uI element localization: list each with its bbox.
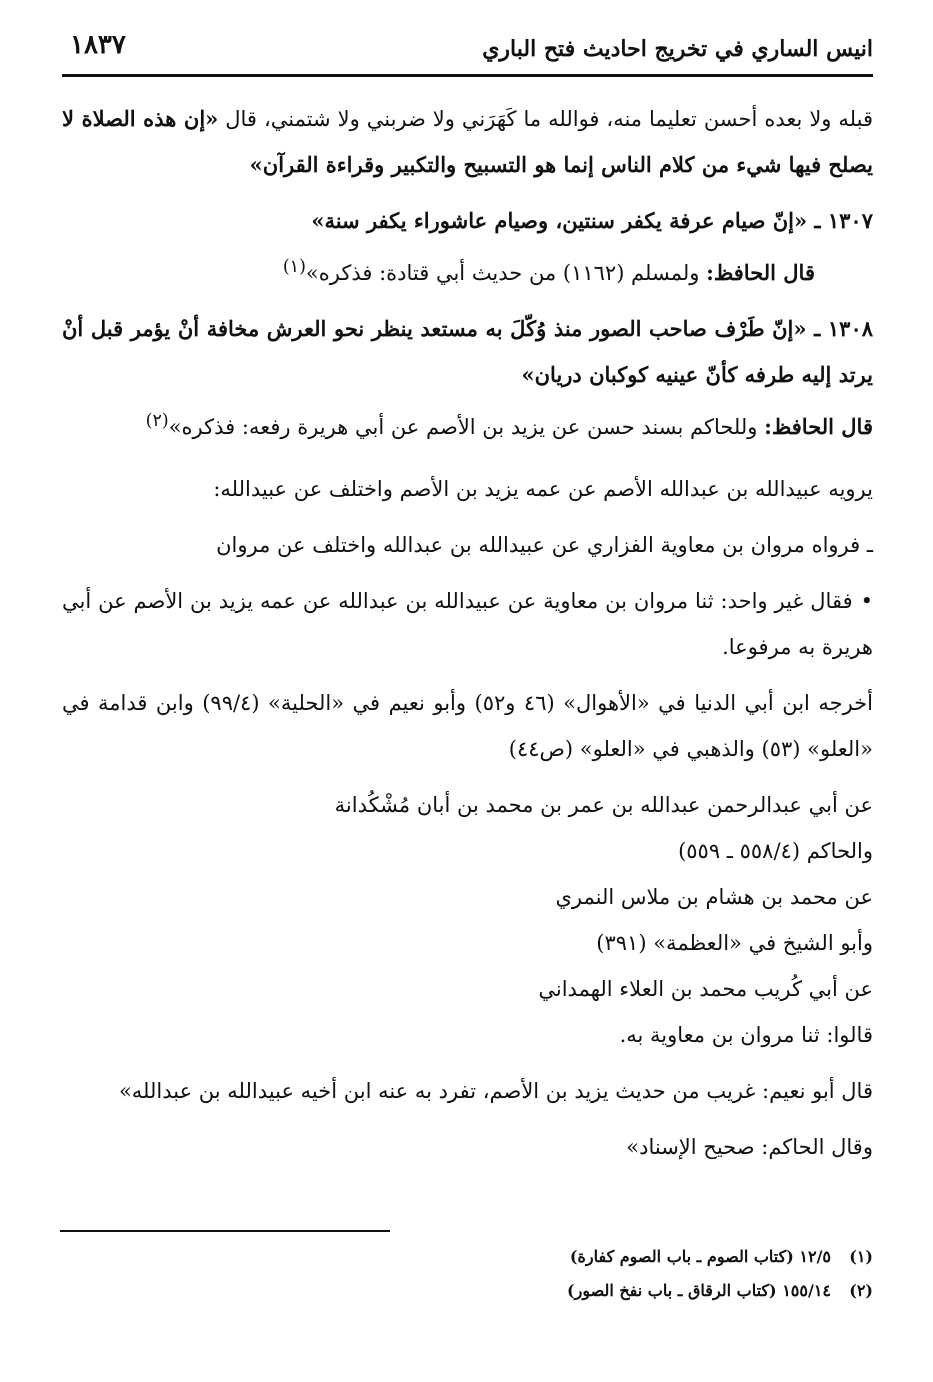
footnote-1: [62, 1240, 873, 1274]
footnote-text: ١٥٥/١٤ (كتاب الرقاق ـ باب نفخ الصور): [567, 1281, 831, 1300]
footnote-number: (١): [849, 1247, 873, 1266]
continued-text: قبله ولا بعده أحسن تعليما منه، فوالله ما كَهَرَني ولا ضربني ولا شتمني، قال: [218, 107, 874, 131]
hafiz-comment-1308: [62, 398, 873, 450]
takhrij-intro: يرويه عبيدالله بن عبدالله الأصم عن عمه يزيد بن الأصم واختلف عن عبيدالله:: [213, 477, 873, 501]
page-header: [62, 30, 873, 77]
hadith-quote: «إن هذه الصلاة لا يصلح فيها شيء من كلام الناس إنما هو التسبيح والتكبير وقراءة القرآن»: [62, 106, 873, 177]
hafiz-label: قال الحافظ:: [764, 414, 873, 439]
footnote-ref-2: (٢): [145, 411, 169, 431]
hadith-number: ١٣٠٧ ـ: [814, 208, 873, 233]
bullet-mark: •: [860, 589, 873, 613]
footnote-number: (٢): [849, 1281, 873, 1300]
footnotes: [62, 1240, 873, 1308]
narrator-line: عن محمد بن هشام بن ملاس النمري: [555, 885, 873, 909]
hafiz-comment-1307: [62, 244, 873, 296]
footnote-text: ١٢/٥ (كتاب الصوم ـ باب الصوم كفارة): [569, 1247, 831, 1266]
hakim-comment: وقال الحاكم: صحيح الإسناد»: [626, 1135, 873, 1159]
hadith-number: ١٣٠٨ ـ: [814, 316, 874, 341]
page-number: ١٨٣٧: [70, 30, 126, 60]
hadith-1307: [62, 198, 873, 244]
takhrij-branch: ـ فرواه مروان بن معاوية الفزاري عن عبيدالله بن عبدالله واختلف عن مروان: [216, 533, 873, 557]
qalu-line: قالوا: ثنا مروان بن معاوية به.: [619, 1023, 873, 1047]
hadith-text: «إنّ طَرْف صاحب الصور منذ وُكّلَ به مستعد ينظر نحو العرش مخافة أنْ يؤمر قبل أنْ يرتد إليه طرفه كأنّ عينيه كوكبان دريان»: [62, 316, 873, 387]
abu-nuaym-comment: قال أبو نعيم: غريب من حديث يزيد بن الأصم، تفرد به عنه ابن أخيه عبيدالله بن عبدالله»: [118, 1079, 873, 1103]
takhrij-sources: أخرجه ابن أبي الدنيا في «الأهوال» (٤٦ و٥٢) وأبو نعيم في «الحلية» (٩٩/٤) وابن قدامة في «العلو» (٥٣) والذهبي في «العلو» (ص٤٤): [62, 691, 874, 761]
continued-paragraph: [62, 96, 873, 188]
hafiz-text: ولمسلم (١١٦٢) من حديث أبي قتادة: فذكره»: [305, 261, 707, 285]
footnote-separator: [60, 1230, 390, 1232]
hafiz-label: قال الحافظ:: [706, 260, 815, 285]
source-line: والحاكم (٥٥٨/٤ ـ ٥٥٩): [678, 839, 873, 863]
takhrij-bullet: [62, 578, 873, 670]
hadith-1308: [62, 306, 873, 398]
narrator-line: عن أبي كُريب محمد بن العلاء الهمداني: [538, 977, 873, 1001]
footnote-2: [62, 1274, 873, 1308]
page-body: [62, 96, 873, 1170]
running-title: انيس الساري في تخريج احاديث فتح الباري: [482, 36, 873, 62]
bullet-text: فقال غير واحد: ثنا مروان بن معاوية عن عبيدالله بن عبدالله عن عمه يزيد بن الأصم عن أبي هريرة به مرفوعا.: [62, 589, 873, 659]
narrator-line: عن أبي عبدالرحمن عبدالله بن عمر بن محمد بن أبان مُشْكُدانة: [334, 793, 873, 817]
hafiz-text: وللحاكم بسند حسن عن يزيد بن الأصم عن أبي هريرة رفعه: فذكره»: [168, 415, 765, 439]
source-line: وأبو الشيخ في «العظمة» (٣٩١): [596, 931, 873, 955]
footnote-ref-1: (١): [282, 257, 306, 277]
hadith-text: «إنّ صيام عرفة يكفر سنتين، وصيام عاشوراء يكفر سنة»: [311, 208, 808, 233]
